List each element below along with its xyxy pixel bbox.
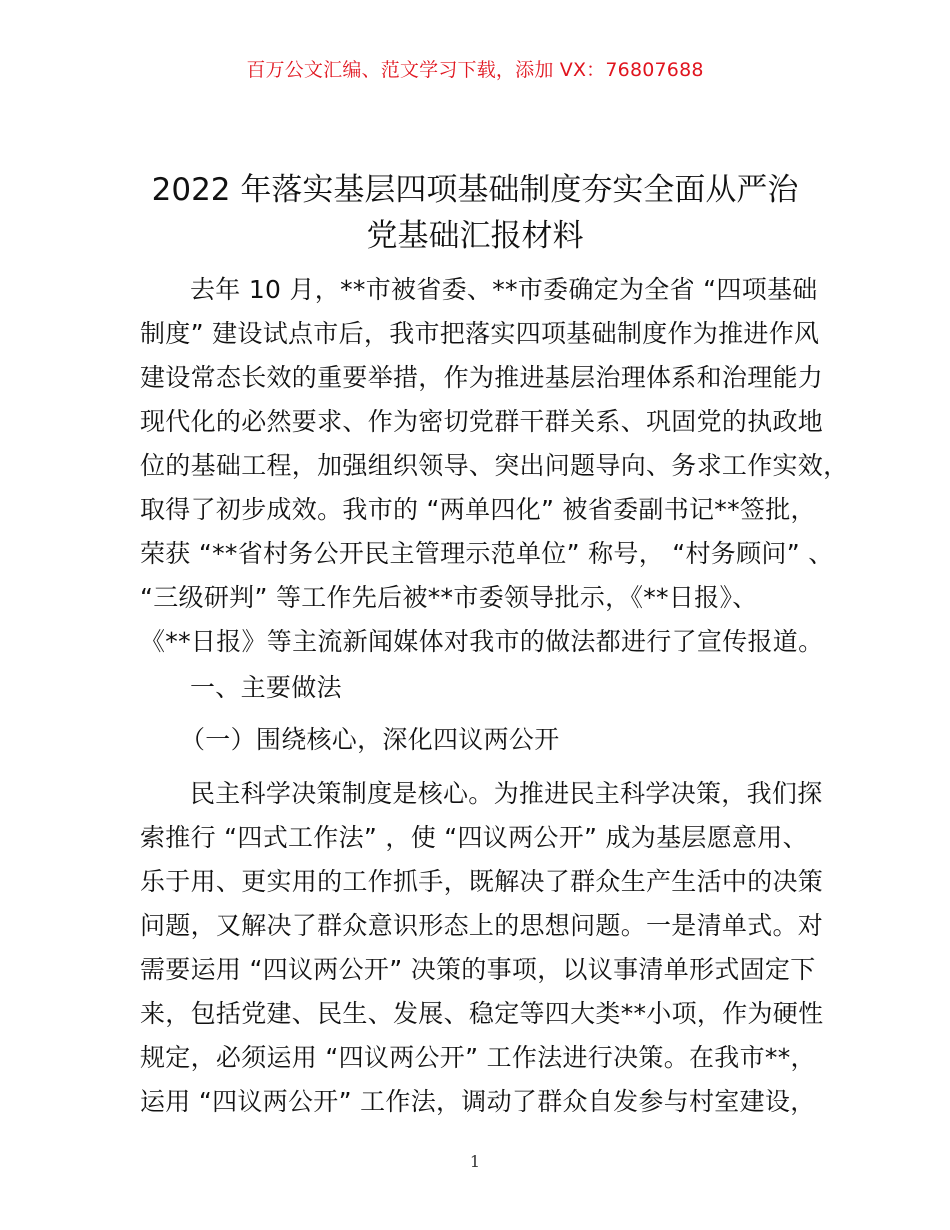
document-title-line-1: 2022 年落实基层四项基础制度夯实全面从严治 (151, 172, 799, 208)
body-paragraph-line: 规定，必须运用 “四议两公开” 工作法进行决策。在我市**， (140, 1043, 816, 1072)
intro-paragraph-line: “三级研判” 等工作先后被**市委领导批示，《**日报》、 (140, 583, 758, 612)
intro-paragraph-line: 位的基础工程，加强组织领导、突出问题导向、务求工作实效， (140, 451, 849, 480)
intro-paragraph-line: 取得了初步成效。我市的 “两单四化” 被省委副书记**签批， (140, 495, 816, 524)
subsection-heading: （一）围绕核心，深化四议两公开 (180, 725, 560, 754)
intro-paragraph-line: 现代化的必然要求、作为密切党群干群关系、巩固党的执政地 (140, 407, 824, 436)
intro-paragraph-line: 荣获 “**省村务公开民主管理示范单位” 称号， “村务顾问” 、 (140, 539, 834, 568)
intro-paragraph-line: 去年 10 月，**市被省委、**市委确定为全省 “四项基础 (190, 275, 818, 304)
intro-paragraph-line: 建设常态长效的重要举措，作为推进基层治理体系和治理能力 (140, 363, 824, 392)
watermark-banner: 百万公文汇编、范文学习下载，添加 VX：76807688 (246, 59, 704, 81)
body-paragraph-line: 民主科学决策制度是核心。为推进民主科学决策，我们探 (190, 779, 823, 808)
body-paragraph-line: 问题，又解决了群众意识形态上的思想问题。一是清单式。对 (140, 911, 824, 940)
intro-paragraph-line: 《**日报》等主流新闻媒体对我市的做法都进行了宣传报道。 (140, 627, 824, 656)
body-paragraph-line: 乐于用、更实用的工作抓手，既解决了群众生产生活中的决策 (140, 867, 824, 896)
body-paragraph-line: 运用 “四议两公开” 工作法，调动了群众自发参与村室建设， (140, 1087, 816, 1116)
section-heading: 一、主要做法 (190, 673, 342, 702)
body-paragraph-line: 需要运用 “四议两公开” 决策的事项，以议事清单形式固定下 (140, 955, 816, 984)
document-title-line-2: 党基础汇报材料 (366, 218, 584, 254)
page-number: 1 (469, 1152, 481, 1171)
body-paragraph-line: 索推行 “四式工作法” ，使 “四议两公开” 成为基层愿意用、 (140, 823, 808, 852)
intro-paragraph-line: 制度” 建设试点市后，我市把落实四项基础制度作为推进作风 (140, 319, 820, 348)
body-paragraph-line: 来，包括党建、民生、发展、稳定等四大类**小项，作为硬性 (140, 999, 824, 1028)
